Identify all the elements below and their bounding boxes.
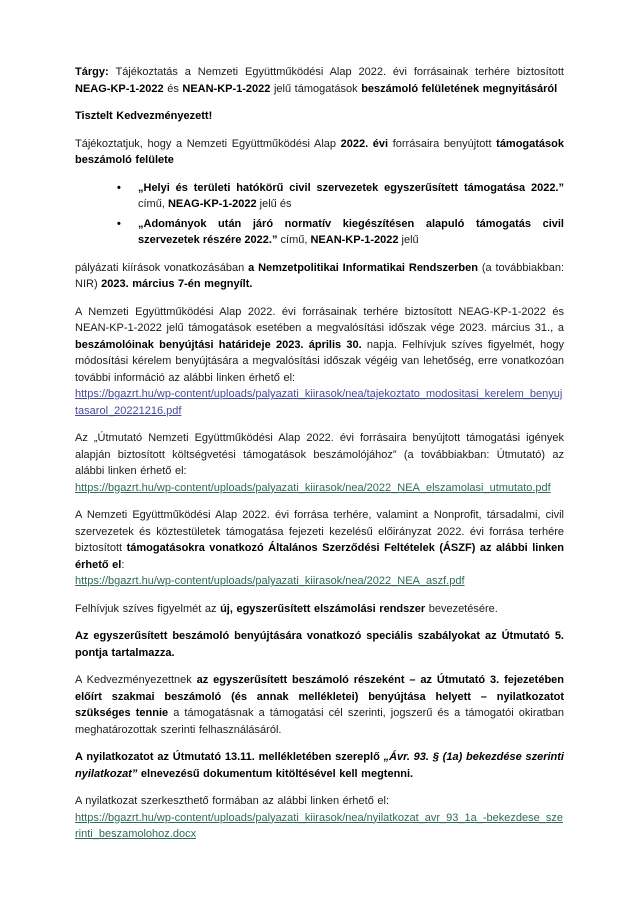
text-run: A Kedvezményezettnek	[75, 674, 197, 686]
text-run: „Adományok után járó normatív kiegészítésen alapuló támogatás civil szervezetek részére 2022.”	[138, 217, 564, 246]
special-rules-paragraph	[75, 628, 564, 661]
document-body	[75, 64, 564, 843]
declaration-link-paragraph	[75, 810, 564, 843]
call-list	[75, 180, 564, 249]
declaration-document-paragraph	[75, 749, 564, 782]
text-run: Felhívjuk szíves figyelmét az	[75, 602, 221, 615]
beneficiary-declaration-paragraph	[75, 672, 564, 738]
text-run: (a továbbiakban: NIR)	[75, 261, 564, 290]
aszf-link-paragraph	[75, 573, 564, 590]
text-run: Tárgy:	[75, 66, 116, 78]
intro-paragraph	[75, 136, 564, 169]
hyperlink-aszf-link-paragraph[interactable]: https://bgazrt.hu/wp-content/uploads/palyazati_kiirasok/nea/2022_NEA_aszf.pdf	[75, 575, 465, 587]
settlement-guide-link-paragraph	[75, 480, 564, 497]
text-run: elnevezésű dokumentum kitöltésével kell megtenni.	[137, 767, 414, 780]
text-run: támogatásokra vonatkozó Általános Szerződési Feltételek (ÁSZF) az alábbi linken érhető el	[75, 542, 564, 571]
text-run: jelű támogatások	[270, 82, 362, 95]
text-run: beszámoló felületének megnyitásáról	[361, 82, 558, 95]
text-run: pályázati kiírások vonatkozásában	[75, 261, 249, 274]
text-run: beszámolóinak benyújtási határideje 2023. április 30.	[75, 338, 362, 351]
text-run: bevezetésére.	[425, 602, 498, 615]
bullet-icon: •	[117, 181, 121, 194]
text-run: 2022. évi	[340, 137, 389, 150]
list-item	[117, 180, 564, 213]
text-run: :	[121, 558, 125, 571]
aszf-paragraph	[75, 507, 564, 573]
text-run: napja. Felhívjuk szíves figyelmét, hogy módosítási kérelem benyújtására a megvalósítási időszak végéig van lehetőség, erre vonatkozóan további információ az alábbi linken érhető el:	[75, 338, 564, 384]
text-run: „Ávr. 93. § (1a) bekezdése szerinti nyilatkozat”	[75, 751, 564, 780]
text-run: NEAN-KP-1-2022	[182, 82, 271, 95]
new-system-paragraph	[75, 601, 564, 618]
text-run: A Nemzeti Együttműködési Alap 2022. évi forrása terhére, valamint a Nonprofit, társadalmi, civil szervezetek és köztestületek támogatása fejezeti kezelésű előirányzat 2022. évi forrása terhére biztosított	[75, 509, 564, 554]
text-run: A nyilatkozatot az Útmutató 13.11. mellékletében szereplő	[75, 751, 384, 763]
modification-request-link-paragraph	[75, 386, 564, 419]
text-run: című,	[277, 234, 311, 246]
text-run: támogatások beszámoló felülete	[75, 137, 565, 166]
guide-paragraph	[75, 430, 564, 480]
text-run: Az „Útmutató Nemzeti Együttműködési Alap 2022. évi forrásaira benyújtott támogatási igények alapján biztosított költségvetési támogatások beszámolójához” (a továbbiakban: Útmutató) az alábbi linken érhető el:	[75, 432, 564, 477]
text-run: Tájékoztatjuk, hogy a Nemzeti Együttműködési Alap	[75, 137, 341, 150]
text-run: az egyszerűsített beszámoló részeként – az Útmutató 3. fejezetében előírt szakmai beszámoló (és annak mellékletei) benyújtása helyett – nyilatkozatot szükséges tennie	[75, 674, 564, 719]
text-run: NEAN-KP-1-2022	[310, 234, 399, 246]
hyperlink-modification-request-link-paragraph[interactable]: https://bgazrt.hu/wp-content/uploads/palyazati_kiirasok/nea/tajekoztato_modositasi_kerelem_benyujtasarol_20221216.pdf	[75, 388, 563, 417]
list-item	[117, 216, 564, 249]
hyperlink-declaration-link-paragraph[interactable]: https://bgazrt.hu/wp-content/uploads/palyazati_kiirasok/nea/nyilatkozat_avr_93_1a_-bekezdese_szerinti_beszamolohoz.docx	[75, 811, 563, 840]
text-run: NEAG-KP-1-2022	[167, 198, 257, 210]
text-run: jelű	[398, 234, 419, 246]
text-run: a támogatásnak a támogatási cél szerinti, jogszerű és a támogatói okiratban meghatározottak szerinti felhasználásáról.	[75, 707, 565, 736]
text-run: forrásaira benyújtott	[388, 137, 497, 150]
text-run: című,	[138, 198, 168, 210]
text-run: és	[163, 82, 183, 95]
text-run: A nyilatkozat szerkeszthető formában az alábbi linken érhető el:	[75, 795, 390, 807]
greeting-paragraph	[75, 108, 564, 125]
hyperlink-settlement-guide-link-paragraph[interactable]: https://bgazrt.hu/wp-content/uploads/palyazati_kiirasok/nea/2022_NEA_elszamolasi_utmutato.pdf	[75, 481, 551, 494]
deadline-paragraph	[75, 304, 564, 387]
text-run: a Nemzetpolitikai Informatikai Rendszerben	[248, 261, 478, 274]
text-run: A Nemzeti Együttműködési Alap 2022. évi forrásainak terhére biztosított NEAG-KP-1-2022 és NEAN-KP-1-2022 jelű támogatások esetében a megvalósítási időszak vége 2023. március 31., a	[75, 305, 564, 334]
subject-paragraph	[75, 64, 564, 97]
bullet-icon: •	[117, 217, 121, 230]
text-run: jelű és	[256, 198, 292, 210]
text-run: Az egyszerűsített beszámoló benyújtására vonatkozó speciális szabályokat az Útmutató 5. pontja tartalmazza.	[75, 630, 564, 659]
text-run: Tájékoztatás a Nemzeti Együttműködési Alap 2022. évi forrásainak terhére biztosított	[115, 66, 564, 78]
text-run: 2023. március 7-én megnyílt.	[101, 278, 253, 290]
text-run: Tisztelt Kedvezményezett!	[75, 110, 213, 122]
text-run: NEAG-KP-1-2022	[75, 82, 164, 95]
text-run: új, egyszerűsített elszámolási rendszer	[220, 602, 426, 615]
editable-form-paragraph	[75, 793, 564, 810]
nir-open-paragraph	[75, 260, 564, 293]
text-run: „Helyi és területi hatókörű civil szervezetek egyszerűsített támogatása 2022.”	[138, 181, 564, 194]
